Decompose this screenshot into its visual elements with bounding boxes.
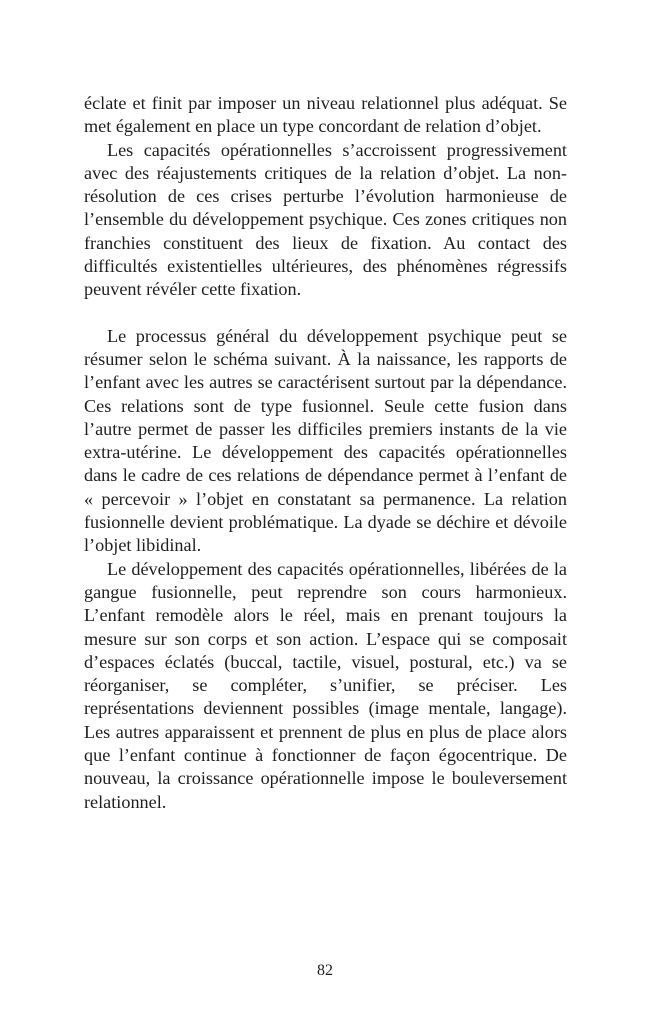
- page-number: 82: [317, 962, 333, 979]
- page-body: [84, 92, 567, 814]
- paragraph-continuation: éclate et finit par imposer un niveau relationnel plus adéquat. Se met également en place un type concordant de relation d’objet.: [84, 93, 567, 137]
- paragraph-developpement: Le développement des capacités opérationnelles, libérées de la gangue fusionnelle, peut reprendre son cours harmonieux. L’enfant remodèle alors le réel, mais en prenant toujours la mesure sur son corps et son action. L’espace qui se composait d’espaces éclatés (buccal, tactile, visuel, postural, etc.) va se réorganiser, se compléter, s’unifier, se préciser. Les représentations deviennent possibles (image mentale, langage). Les autres apparaissent et prennent de plus en plus de place alors que l’enfant continue à fonctionner de façon égocentrique. De nouveau, la croissance opérationnelle impose le bouleversement relationnel.: [84, 558, 567, 812]
- paragraph-processus: Le processus général du développement psychique peut se résumer selon le schéma suivant. À la naissance, les rapports de l’enfant avec les autres se caractérisent surtout par la dépendance. Ces relations sont de type fusionnel. Seule cette fusion dans l’autre permet de passer les difficiles premiers instants de la vie extra-utérine. Le développement des capacités opérationnelles dans le cadre de ces relations de dépendance permet à l’enfant de « percevoir » l’objet en constatant sa permanence. La relation fusionnelle devient problématique. La dyade se déchire et dévoile l’objet libidinal.: [84, 325, 567, 556]
- paragraph-capacites: Les capacités opérationnelles s’accroissent progressivement avec des réajustements critiques de la relation d’objet. La non-résolution de ces crises perturbe l’évolution harmonieuse de l’ensemble du développement psychique. Ces zones critiques non franchies constituent des lieux de fixation. Au contact des difficultés existentielles ultérieures, des phénomènes régressifs peuvent révéler cette fixation.: [84, 139, 567, 300]
